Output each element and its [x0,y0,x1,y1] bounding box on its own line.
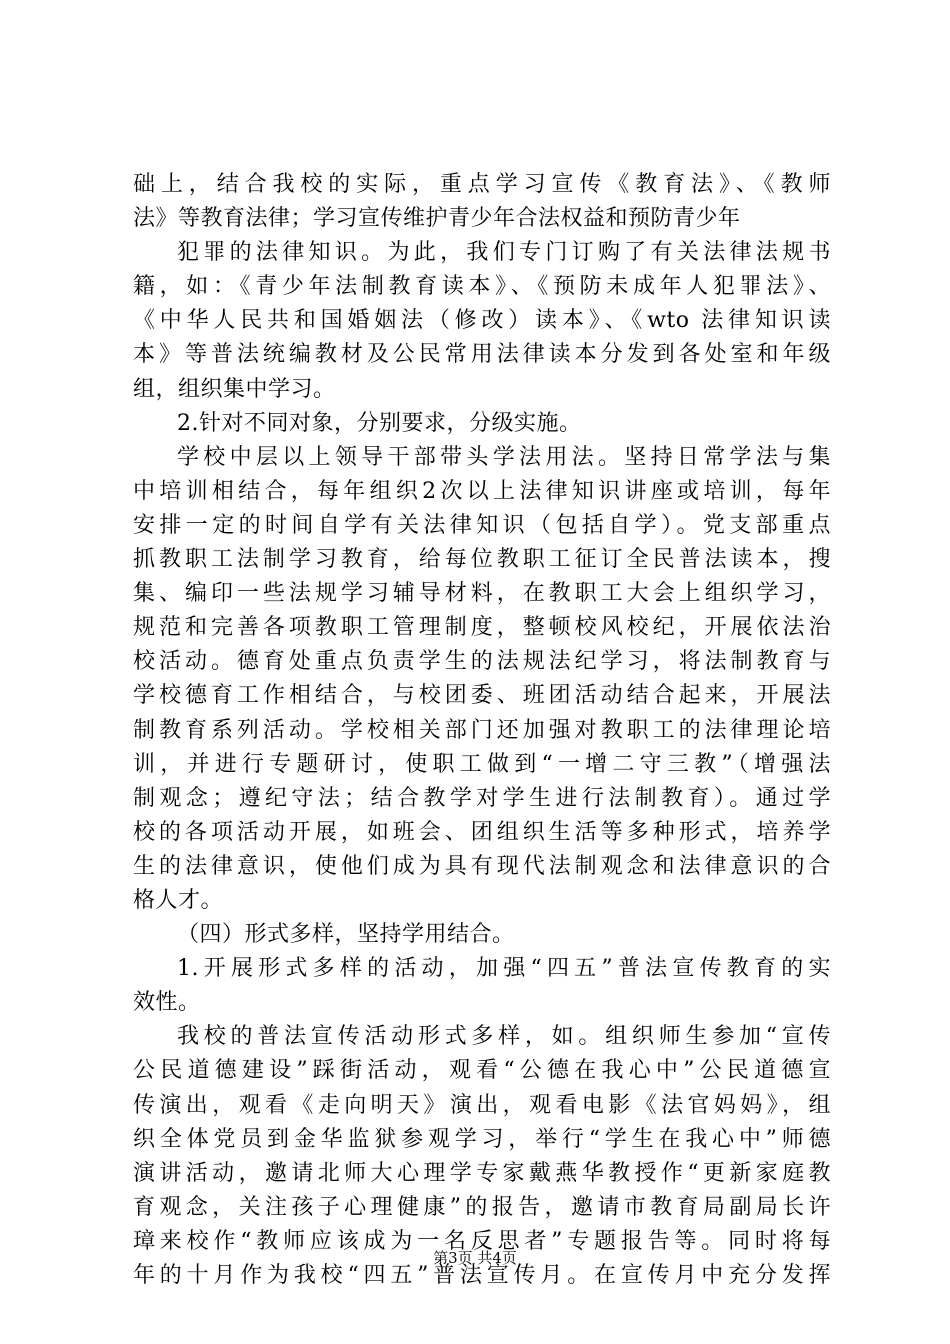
body-text-line: 1.开展形式多样的活动，加强“四五”普法宣传教育的实 [177,956,831,982]
body-text-line: 学校德育工作相结合，与校团委、班团活动结合起来，开展法 [133,683,831,709]
body-text-line: 2.针对不同对象，分别要求，分级实施。 [177,410,582,436]
body-text-line: 安排一定的时间自学有关法律知识（包括自学）。党支部重点 [133,512,831,538]
body-text-line: 学校中层以上领导干部带头学法用法。坚持日常学法与集 [177,444,831,470]
body-text-line: 本》等普法统编教材及公民常用法律读本分发到各处室和年级 [133,342,831,368]
body-text-line: 效性。 [133,990,201,1016]
body-text-line: 规范和完善各项教职工管理制度，整顿校风校纪，开展依法治 [133,615,831,641]
body-text-line: （四）形式多样，坚持学用结合。 [177,922,515,948]
body-text-line: 传演出，观看《走向明天》演出，观看电影《法官妈妈》，组 [133,1092,831,1118]
page-footer: 第3页 共4页 [433,1249,517,1267]
body-text-line: 璋来校作“教师应该成为一名反思者”专题报告等。同时将每 [133,1228,831,1254]
body-text-line: 年的十月作为我校“四五”普法宣传月。在宣传月中充分发挥 [133,1263,831,1288]
body-text-line: 训，并进行专题研讨，使职工做到“一增二守三教”（增强法 [133,751,831,777]
body-text-line: 育观念，关注孩子心理健康”的报告，邀请市教育局副局长许 [133,1194,831,1220]
body-text-line: 抓教职工法制学习教育，给每位教职工征订全民普法读本，搜 [133,547,831,573]
body-text-line: 法》等教育法律；学习宣传维护青少年合法权益和预防青少年 [133,206,741,232]
body-text-line: 籍，如：《青少年法制教育读本》、《预防未成年人犯罪法》、 [133,274,831,300]
body-text-line: 公民道德建设”踩街活动，观看“公德在我心中”公民道德宣 [133,1058,831,1084]
body-text-line: 生的法律意识，使他们成为具有现代法制观念和法律意识的合 [133,853,831,879]
body-text-line: 犯罪的法律知识。为此，我们专门订购了有关法律法规书 [177,240,831,266]
body-text-line: 组，组织集中学习。 [133,376,336,402]
body-text-line: 制教育系列活动。学校相关部门还加强对教职工的法律理论培 [133,717,831,743]
body-text-line: 集、编印一些法规学习辅导材料，在教职工大会上组织学习， [133,581,831,607]
body-text-line: 校的各项活动开展，如班会、团组织生活等多种形式，培养学 [133,819,831,845]
body-text-line: 《中华人民共和国婚姻法（修改）读本》、《wto 法律知识读 [133,308,831,334]
body-text-line: 制观念；遵纪守法；结合教学对学生进行法制教育）。通过学 [133,785,831,811]
body-text-line: 校活动。德育处重点负责学生的法规法纪学习，将法制教育与 [133,649,831,675]
body-text-line: 织全体党员到金华监狱参观学习，举行“学生在我心中”师德 [133,1126,831,1152]
body-text-line: 础上，结合我校的实际，重点学习宣传《教育法》、《教师 [133,172,831,197]
document-body [133,168,831,1293]
body-text-line: 中培训相结合，每年组织2次以上法律知识讲座或培训，每年 [133,478,831,504]
body-text-line: 我校的普法宣传活动形式多样，如。组织师生参加“宣传 [177,1024,831,1050]
body-text-line: 格人才。 [133,887,224,913]
body-text-line: 演讲活动，邀请北师大心理学专家戴燕华教授作“更新家庭教 [133,1160,831,1186]
